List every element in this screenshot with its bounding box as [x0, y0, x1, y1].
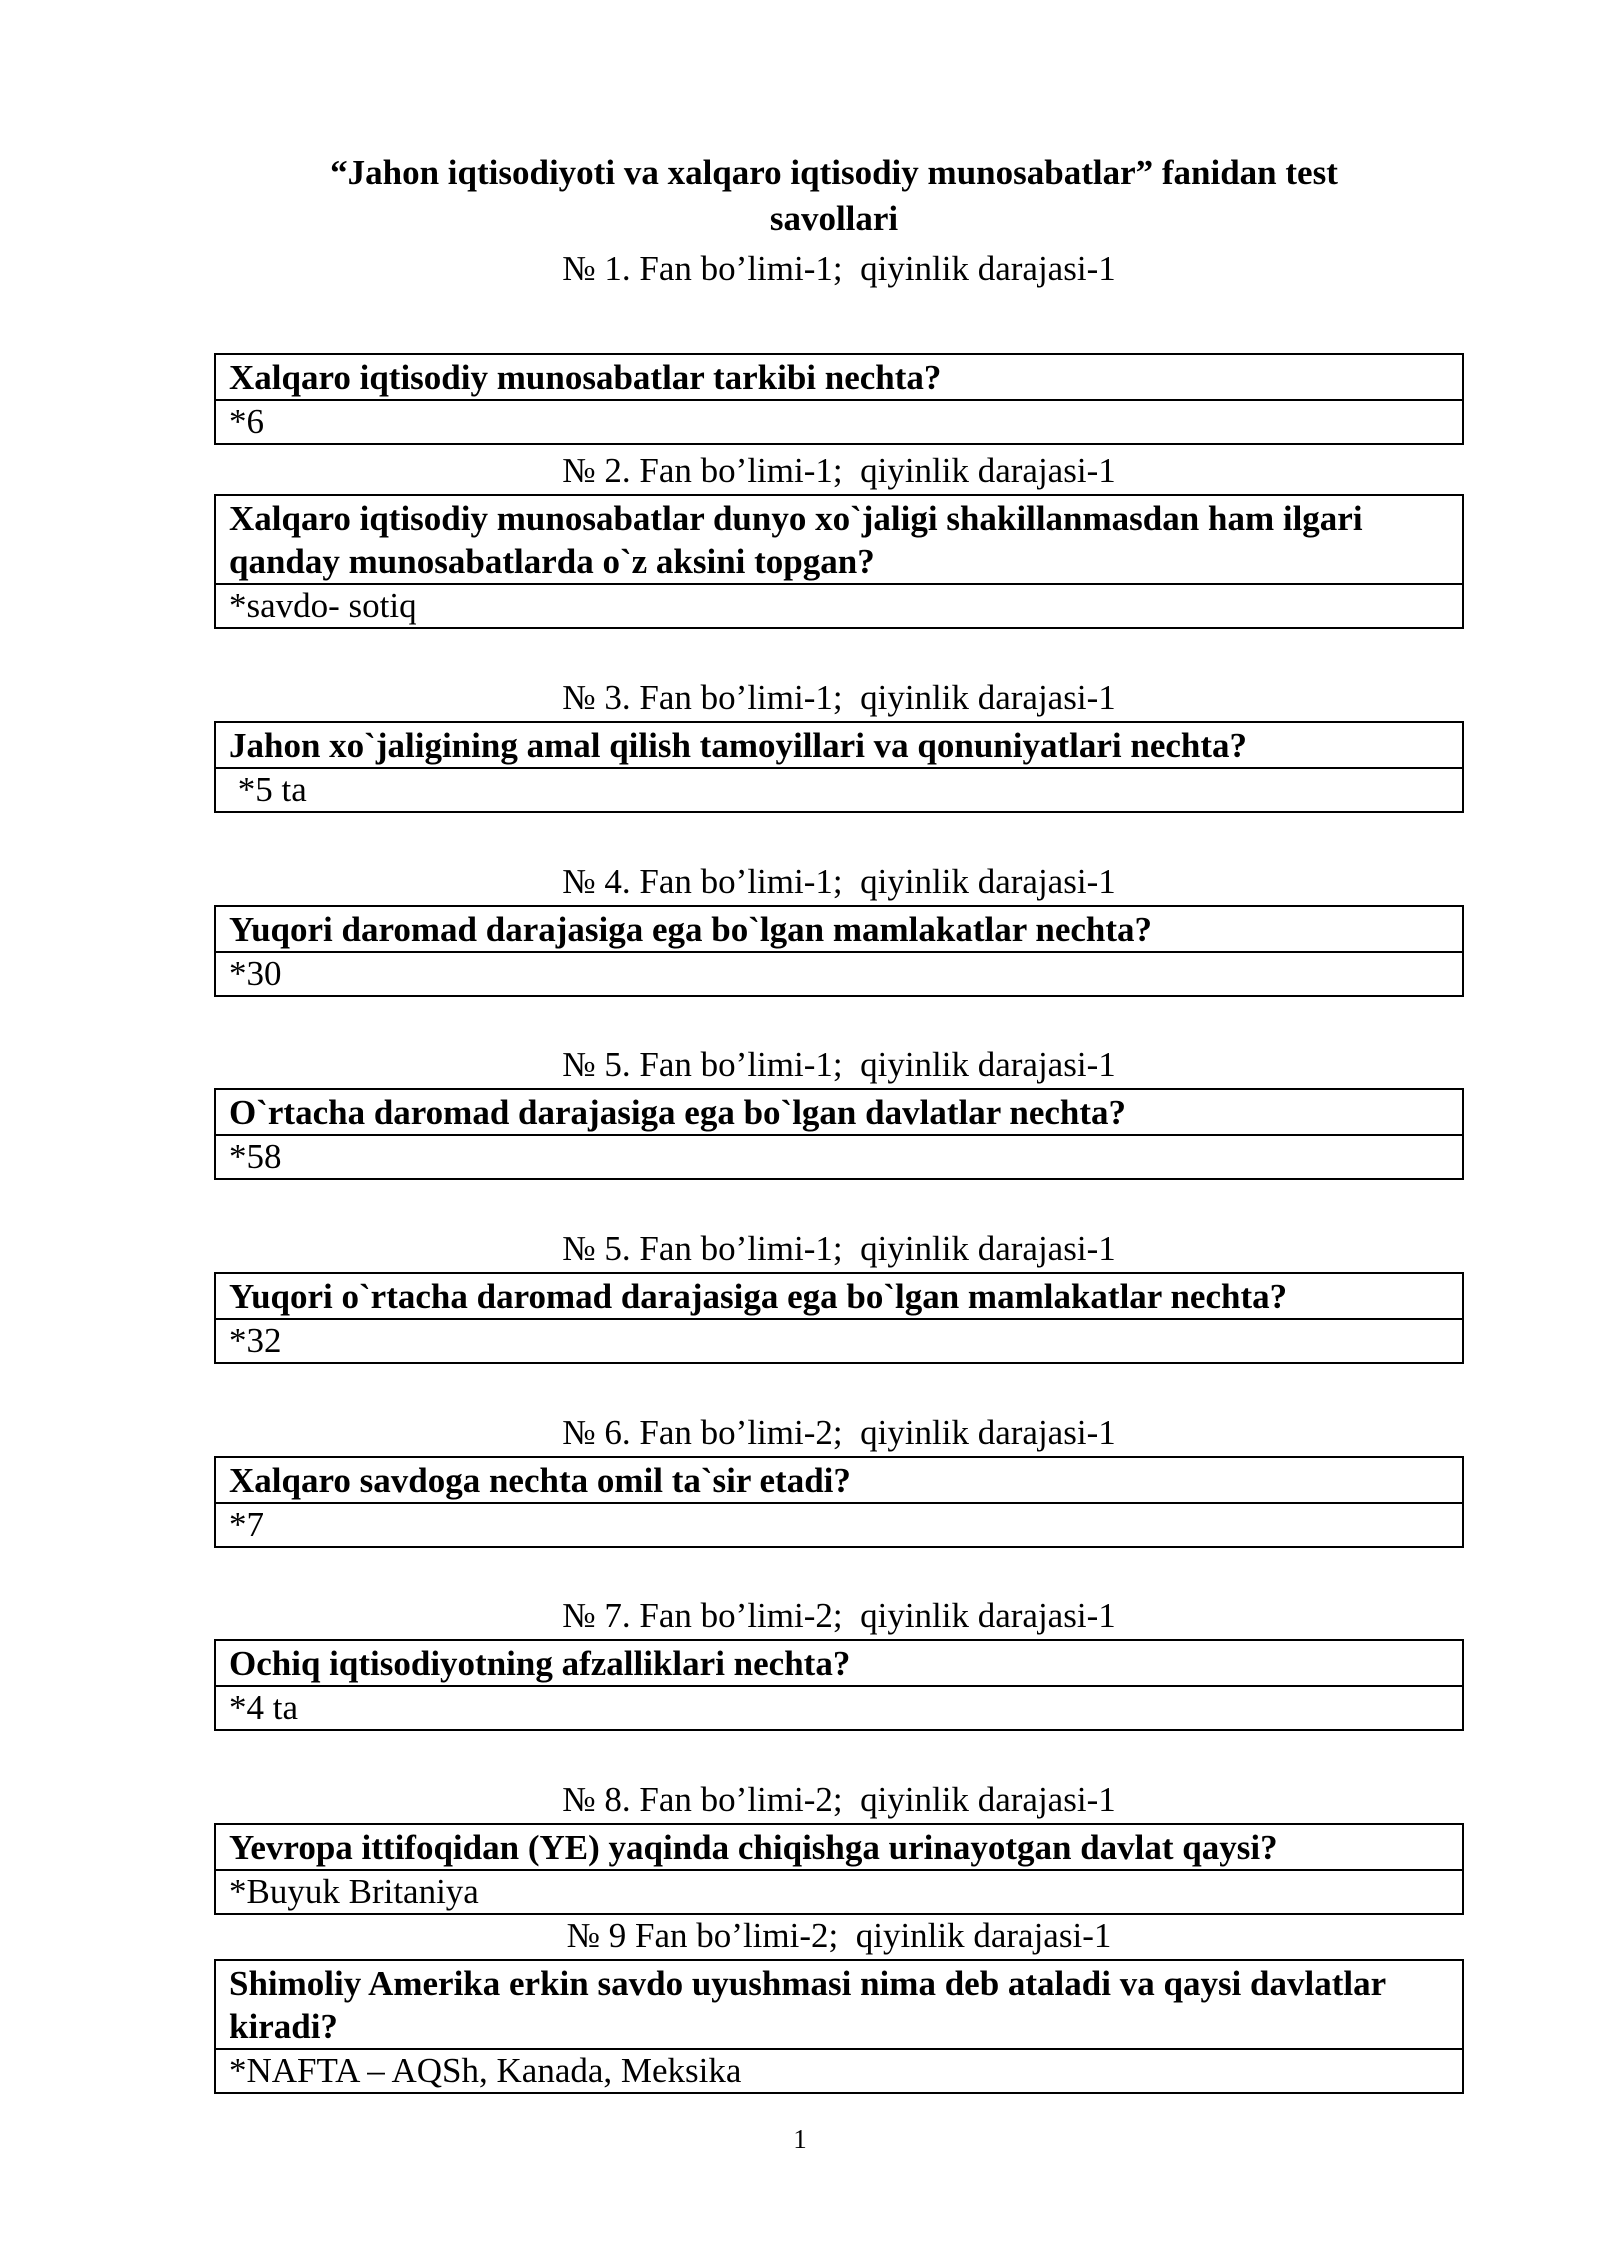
question-text: Yevropa ittifoqidan (YE) yaqinda chiqishga urinayotgan davlat qaysi? [215, 1824, 1463, 1870]
answer-text: *5 ta [215, 768, 1463, 812]
question-table [214, 1456, 1464, 1548]
question-table [214, 1272, 1464, 1364]
question-text: Shimoliy Amerika erkin savdo uyushmasi nima deb ataladi va qaysi davlatlar kiradi? [215, 1960, 1463, 2049]
question-table [214, 1959, 1464, 2094]
question-table [214, 721, 1464, 813]
question-text: Jahon xo`jaligining amal qilish tamoyillari va qonuniyatlari nechta? [215, 722, 1463, 768]
document-title: “Jahon iqtisodiyoti va xalqaro iqtisodiy munosabatlar” fanidan test savollari [330, 153, 1338, 238]
question-table [214, 494, 1464, 629]
question-heading: № 2. Fan bo’limi-1; qiyinlik darajasi-1 [562, 451, 1116, 490]
question-heading: № 5. Fan bo’limi-1; qiyinlik darajasi-1 [562, 1229, 1116, 1268]
page-number: 1 [793, 2124, 807, 2154]
question-text: O`rtacha daromad darajasiga ega bo`lgan davlatlar nechta? [215, 1089, 1463, 1135]
question-heading: № 3. Fan bo’limi-1; qiyinlik darajasi-1 [562, 678, 1116, 717]
answer-text: *Buyuk Britaniya [215, 1870, 1463, 1914]
question-text: Xalqaro iqtisodiy munosabatlar dunyo xo`jaligi shakillanmasdan ham ilgari qanday munosabatlarda o`z aksini topgan? [215, 495, 1463, 584]
question-text: Yuqori daromad darajasiga ega bo`lgan mamlakatlar nechta? [215, 906, 1463, 952]
answer-text: *6 [215, 400, 1463, 444]
question-heading: № 6. Fan bo’limi-2; qiyinlik darajasi-1 [562, 1413, 1116, 1452]
question-text: Yuqori o`rtacha daromad darajasiga ega bo`lgan mamlakatlar nechta? [215, 1273, 1463, 1319]
question-table [214, 905, 1464, 997]
question-heading: № 1. Fan bo’limi-1; qiyinlik darajasi-1 [562, 249, 1116, 288]
question-heading: № 9 Fan bo’limi-2; qiyinlik darajasi-1 [566, 1916, 1112, 1955]
answer-text: *NAFTA – AQSh, Kanada, Meksika [215, 2049, 1463, 2093]
question-heading: № 4. Fan bo’limi-1; qiyinlik darajasi-1 [562, 862, 1116, 901]
answer-text: *32 [215, 1319, 1463, 1363]
answer-text: *58 [215, 1135, 1463, 1179]
answer-text: *4 ta [215, 1686, 1463, 1730]
question-table [214, 353, 1464, 445]
question-text: Xalqaro savdoga nechta omil ta`sir etadi? [215, 1457, 1463, 1503]
question-heading: № 5. Fan bo’limi-1; qiyinlik darajasi-1 [562, 1045, 1116, 1084]
answer-text: *7 [215, 1503, 1463, 1547]
question-heading: № 7. Fan bo’limi-2; qiyinlik darajasi-1 [562, 1596, 1116, 1635]
question-table [214, 1639, 1464, 1731]
question-table [214, 1823, 1464, 1915]
answer-text: *savdo- sotiq [215, 584, 1463, 628]
question-text: Xalqaro iqtisodiy munosabatlar tarkibi nechta? [215, 354, 1463, 400]
question-table [214, 1088, 1464, 1180]
question-text: Ochiq iqtisodiyotning afzalliklari nechta? [215, 1640, 1463, 1686]
answer-text: *30 [215, 952, 1463, 996]
question-heading: № 8. Fan bo’limi-2; qiyinlik darajasi-1 [562, 1780, 1116, 1819]
